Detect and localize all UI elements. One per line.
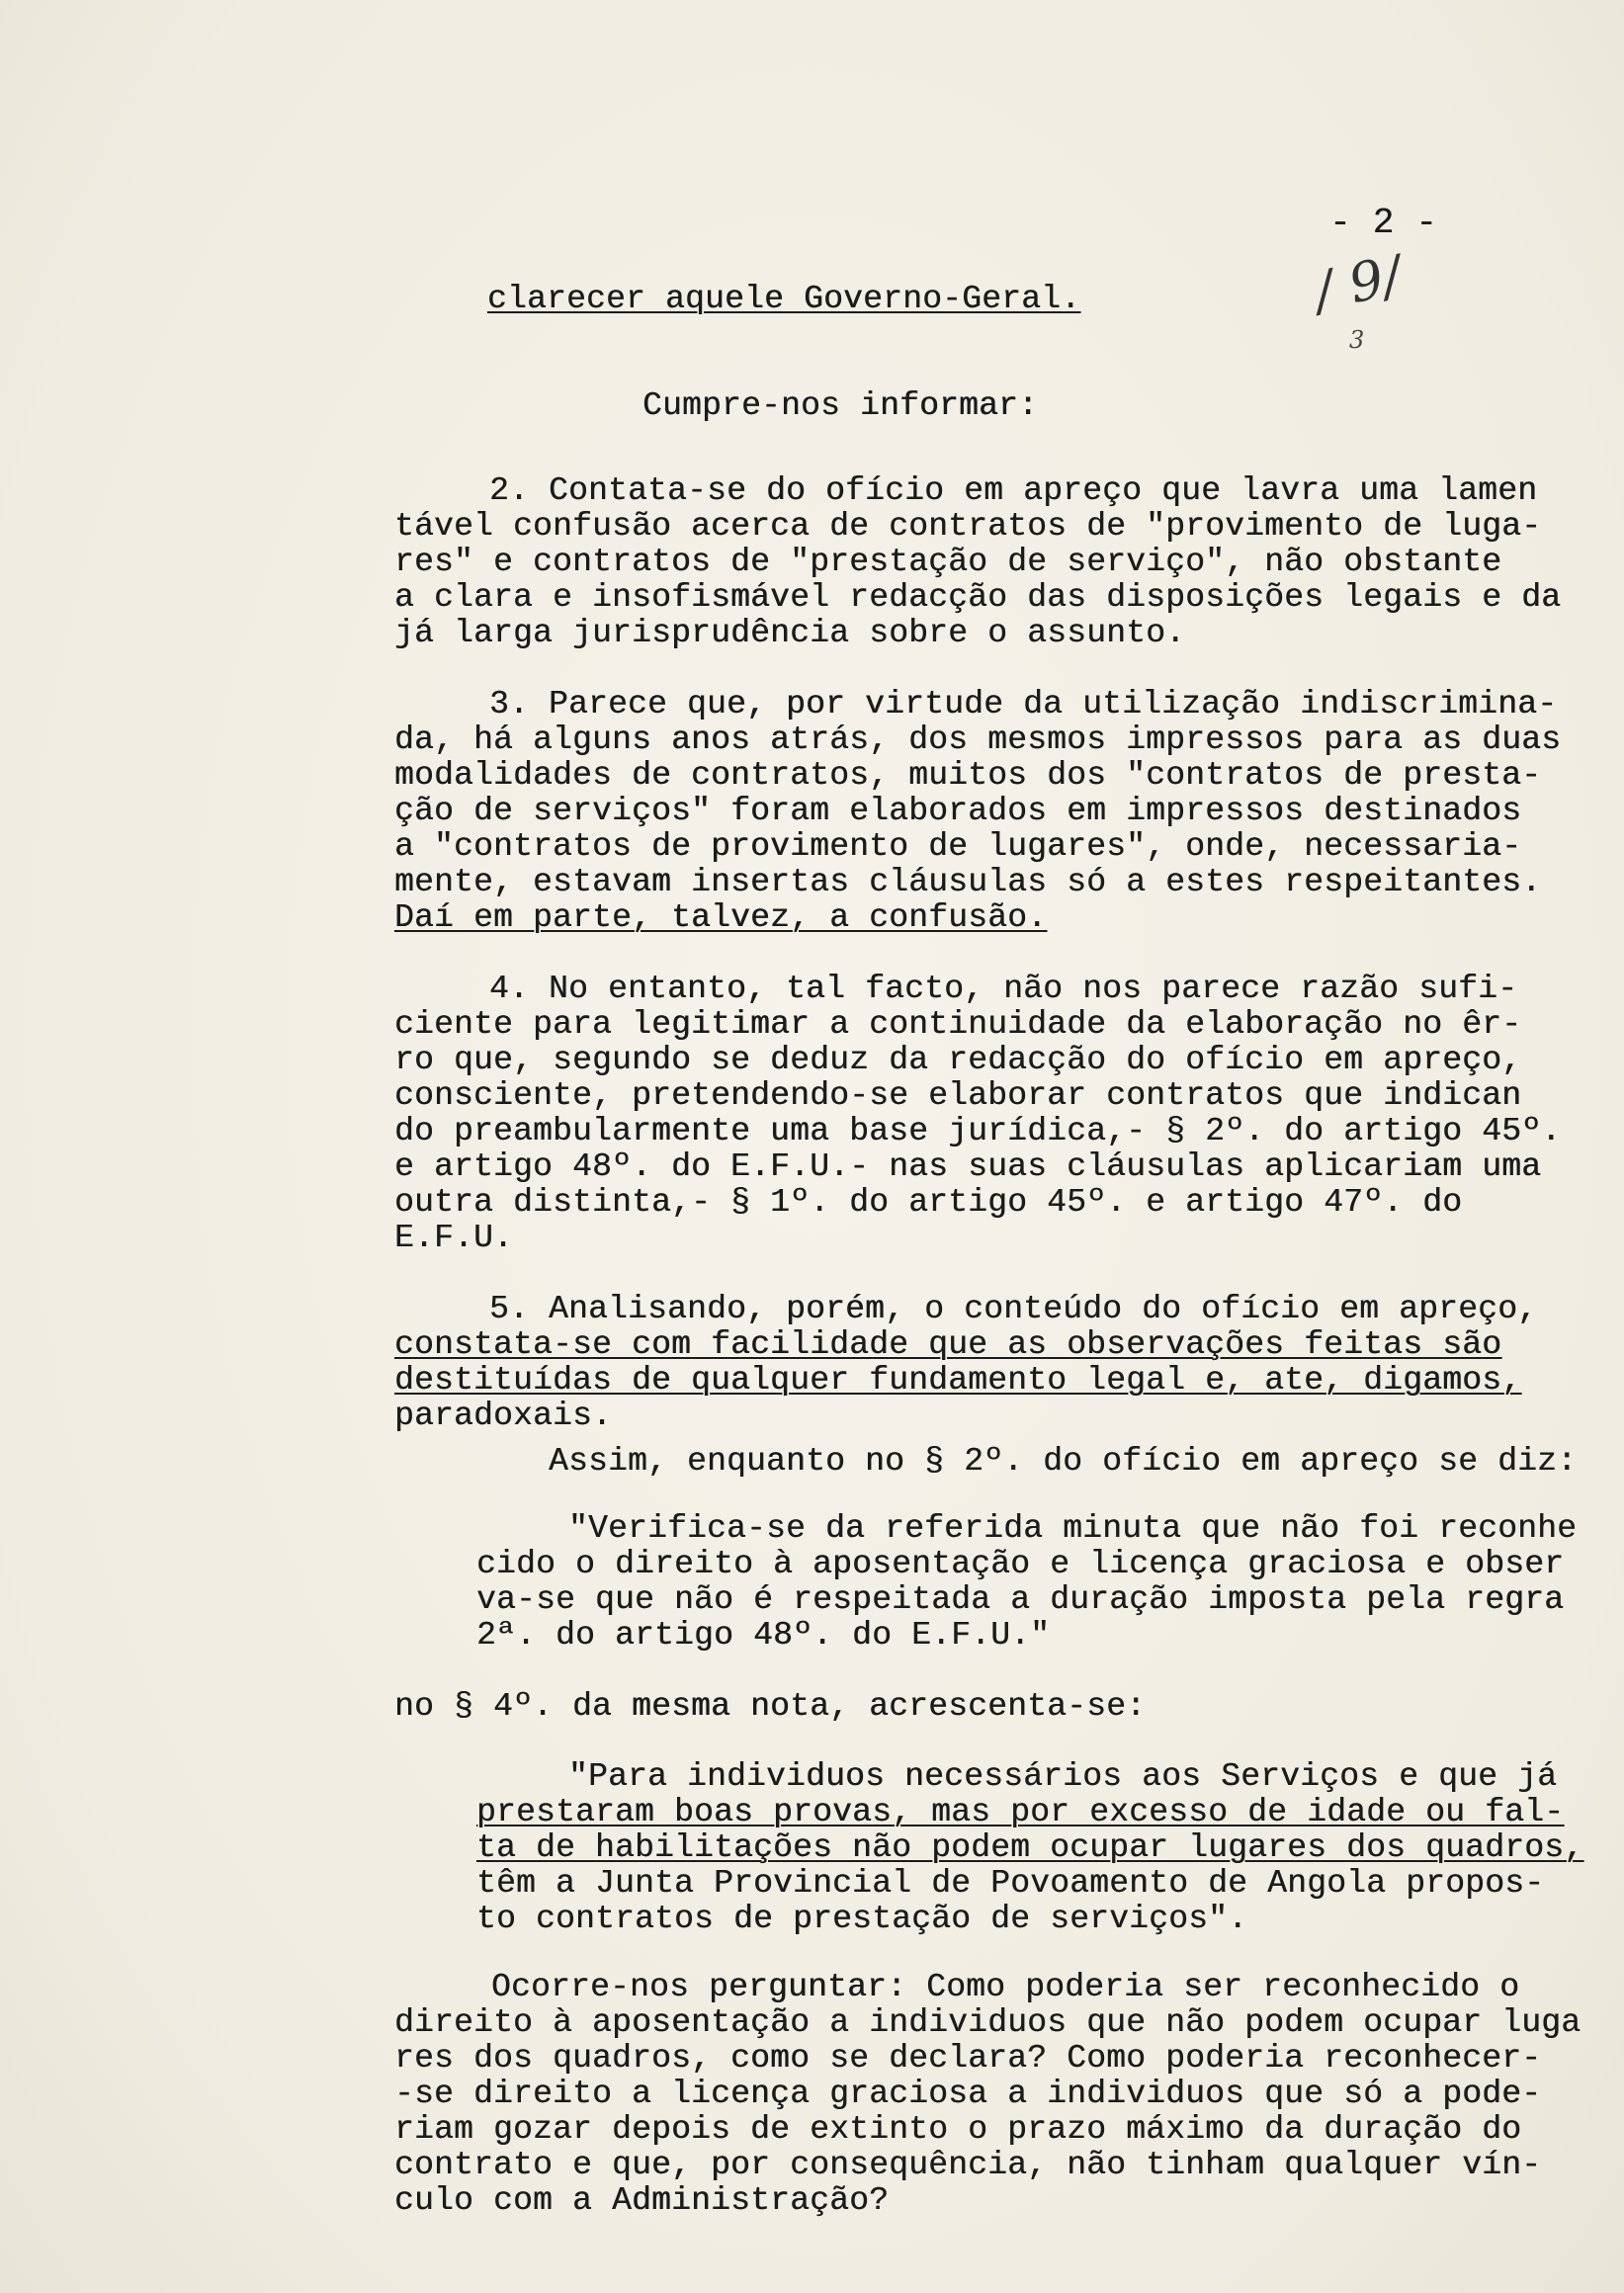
text-line: to contratos de prestação de serviços". [476, 1901, 1248, 1937]
text-line: a clara e insofismável redacção das disposições legais e da [394, 579, 1562, 616]
text-line: outra distinta,- § 1º. do artigo 45º. e artigo 47º. do [394, 1184, 1463, 1221]
text-line: da, há alguns anos atrás, dos mesmos impressos para as duas [394, 722, 1562, 758]
text-line: têm a Junta Provincial de Povoamento de Angola propos- [476, 1865, 1545, 1902]
text-line: 4. No entanto, tal facto, não nos parece razão sufi- [489, 971, 1518, 1007]
text-line: prestaram boas provas, mas por excesso de idade ou fal- [476, 1794, 1565, 1830]
text-line: mente, estavam insertas cláusulas só a estes respeitantes. [394, 864, 1542, 900]
text-line: culo com a Administração? [394, 2182, 890, 2219]
text-line: já larga jurisprudência sobre o assunto. [394, 615, 1186, 651]
text-line: "Verifica-se da referida minuta que não foi reconhe [568, 1510, 1578, 1547]
text-line: paradoxais. [394, 1398, 613, 1434]
text-line: 2. Contata-se do ofício em apreço que lavra uma lamen [489, 472, 1538, 509]
text-line: "Para individuos necessários aos Serviços e que já [568, 1758, 1558, 1795]
text-line: res" e contratos de "prestação de serviço", não obstante [394, 544, 1502, 580]
text-line: e artigo 48º. do E.F.U.- nas suas cláusulas aplicariam uma [394, 1148, 1542, 1185]
text-line: constata-se com facilidade que as observações feitas são [394, 1326, 1502, 1363]
text-line: Assim, enquanto no § 2º. do ofício em apreço se diz: [549, 1443, 1578, 1480]
text-line: ciente para legitimar a continuidade da elaboração no êr- [394, 1006, 1522, 1043]
text-line: riam gozar depois de extinto o prazo máximo da duração do [394, 2111, 1522, 2148]
text-line: Daí em parte, talvez, a confusão. [394, 899, 1048, 936]
text-line: ta de habilitações não podem ocupar lugares dos quadros, [476, 1829, 1584, 1866]
text-line: a "contratos de provimento de lugares", onde, necessaria- [394, 828, 1522, 865]
text-line: 3. Parece que, por virtude da utilização indiscrimina- [489, 686, 1558, 722]
text-line: ção de serviços" foram elaborados em impressos destinados [394, 793, 1522, 829]
text-line: Ocorre-nos perguntar: Como poderia ser reconhecido o [491, 1969, 1520, 2005]
handwritten-annotation: / 9/ [1309, 243, 1408, 323]
text-line: res dos quadros, como se declara? Como poderia reconhecer- [394, 2040, 1542, 2077]
text-line: -se direito a licença graciosa a individuos que só a pode- [394, 2076, 1542, 2112]
text-line: va-se que não é respeitada a duração imposta pela regra [476, 1581, 1565, 1618]
text-line: destituídas de qualquer fundamento legal e, ate, digamos, [394, 1362, 1522, 1399]
text-line: do preambularmente uma base jurídica,- § 2º. do artigo 45º. [394, 1113, 1562, 1149]
text-line: Cumpre-nos informar: [642, 387, 1039, 424]
text-line: clarecer aquele Governo-Geral. [487, 281, 1081, 317]
text-line: 5. Analisando, porém, o conteúdo do ofício em apreço, [489, 1291, 1538, 1327]
text-line: E.F.U. [394, 1220, 514, 1256]
text-line: modalidades de contratos, muitos dos "contratos de presta- [394, 757, 1542, 794]
handwritten-annotation-sub: 3 [1349, 326, 1365, 354]
text-line: ro que, segundo se deduz da redacção do ofício em apreço, [394, 1042, 1522, 1078]
text-line: direito à aposentação a individuos que não podem ocupar luga [394, 2004, 1581, 2041]
text-line: cido o direito à aposentação e licença graciosa e obser [476, 1546, 1565, 1582]
text-line: tável confusão acerca de contratos de "provimento de luga- [394, 508, 1542, 545]
text-line: no § 4º. da mesma nota, acrescenta-se: [394, 1688, 1147, 1725]
text-line: contrato e que, por consequência, não tinham qualquer vín- [394, 2147, 1542, 2183]
text-line: 2ª. do artigo 48º. do E.F.U." [476, 1617, 1051, 1654]
page-number: - 2 - [1329, 203, 1438, 243]
text-line: consciente, pretendendo-se elaborar contratos que indican [394, 1077, 1522, 1114]
